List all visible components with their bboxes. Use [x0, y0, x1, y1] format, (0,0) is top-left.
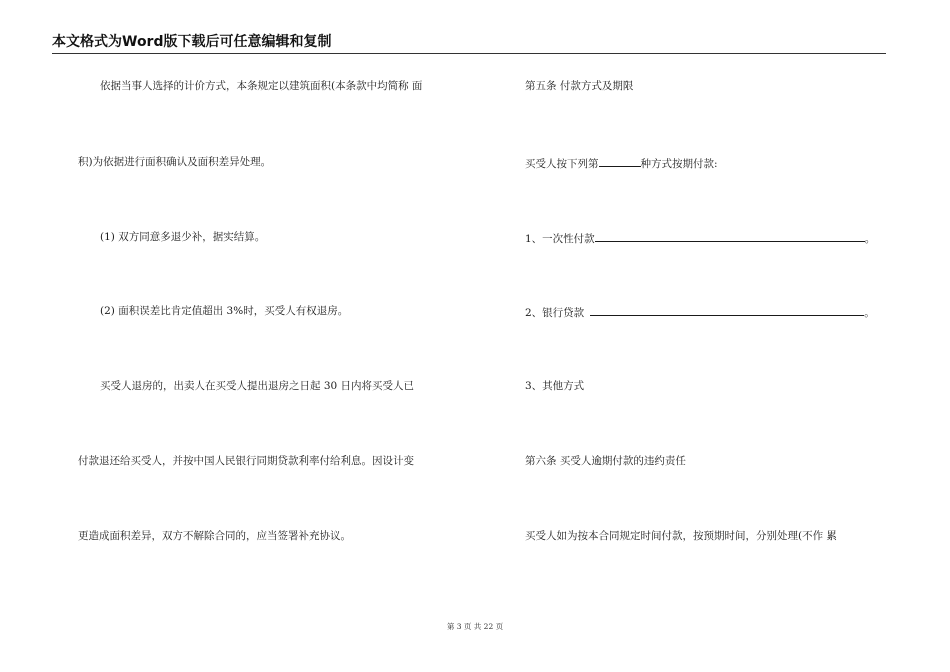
- item1-line: [525, 230, 875, 246]
- item2-blank[interactable]: [590, 304, 864, 316]
- article6-text: 买受人如为按本合同规定时间付款，按预期时间，分别处理(不作 累: [525, 530, 837, 542]
- item2-line: [525, 304, 875, 320]
- left-line-2: 积)为依据进行面积确认及面积差异处理。: [78, 156, 272, 168]
- page-footer: 第 3 页 共 22 页: [446, 622, 504, 631]
- left-line-6: 付款退还给买受人，并按中国人民银行同期贷款利率付给利息。因设计变: [78, 455, 414, 467]
- left-line-3: (1) 双方同意多退少补，据实结算。: [100, 231, 266, 243]
- left-line-7: 更造成面积差异，双方不解除合同的，应当签署补充协议。: [78, 530, 351, 542]
- header-title: 本文格式为Word版下载后可任意编辑和复制: [52, 34, 332, 50]
- left-line-4: (2) 面积误差比肯定值超出 3%时，买受人有权退房。: [100, 305, 349, 317]
- article5-title: 第五条 付款方式及期限: [525, 80, 634, 92]
- buyer-method-prefix: 买受人按下列第: [525, 158, 599, 170]
- item1-label: 1、一次性付款: [525, 233, 595, 245]
- left-line-5: 买受人退房的，出卖人在买受人提出退房之日起 30 日内将买受人已: [100, 380, 415, 392]
- left-line-1: 依据当事人选择的计价方式，本条规定以建筑面积(本条款中均简称 面: [100, 80, 423, 92]
- buyer-method-line: [525, 155, 718, 171]
- item1-blank[interactable]: [595, 230, 865, 242]
- item2-end: 。: [864, 307, 875, 319]
- article6-title: 第六条 买受人逾期付款的违约责任: [525, 455, 686, 467]
- buyer-method-suffix: 种方式按期付款:: [640, 158, 718, 170]
- item1-end: 。: [864, 233, 876, 245]
- method-number-blank[interactable]: [599, 155, 641, 167]
- item3-label: 3、其他方式: [525, 380, 585, 392]
- item2-label: 2、银行贷款: [525, 307, 585, 319]
- document-header: [52, 33, 886, 54]
